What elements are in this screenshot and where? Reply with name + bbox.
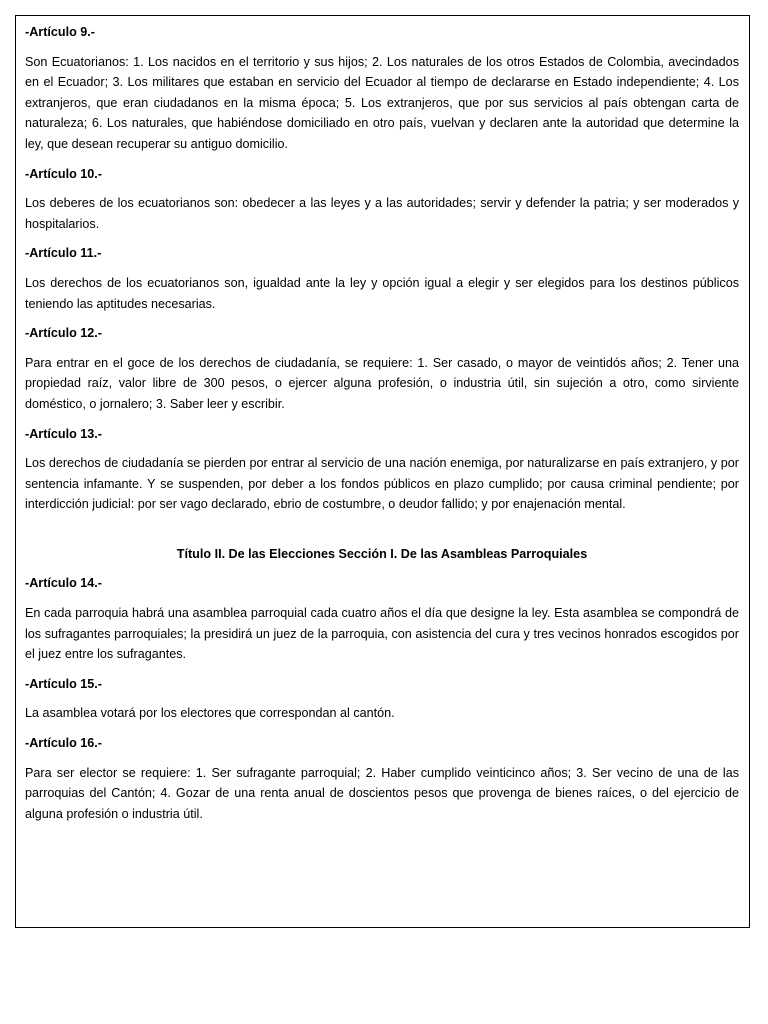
article-15-heading: -Artículo 15.-	[25, 676, 102, 691]
article-9-heading: -Artículo 9.-	[25, 25, 95, 39]
article-10-text: Los deberes de los ecuatorianos son: obedecer a las leyes y a las autoridades; servir y defender la patria; y ser moderados y hospitalarios.	[25, 196, 739, 231]
article-10-heading: -Artículo 10.-	[25, 166, 102, 181]
spacer	[25, 524, 739, 544]
article-14-heading: -Artículo 14.-	[25, 576, 102, 591]
article-11-heading: -Artículo 11.-	[25, 246, 102, 261]
article-9-text: Son Ecuatorianos: 1. Los nacidos en el territorio y sus hijos; 2. Los naturales de los otros Estados de Colombia, avecindados en el Ecuador; 3. Los militares que estaban en servicio del Ecuador al tiempo de declararse en Estado independiente; 4. Los extranjeros, que eran ciudadanos en la misma época; 5. Los extranjeros, que por sus servicios al país obtengan carta de naturaleza; 6. Los naturales, que habiéndose domiciliado en otro país, vuelvan y declaren ante la autoridad que determine la ley, que desean recuperar su antiguo domicilio.	[25, 54, 739, 151]
document-page	[15, 15, 750, 928]
article-14-text: En cada parroquia habrá una asamblea parroquial cada cuatro años el día que designe la ley. Esta asamblea se compondrá de los sufragantes parroquiales; la presidirá un juez de la parroquia, con asistencia del cura y tres vecinos honrados escogidos por el juez entre los sufragantes.	[25, 606, 739, 662]
article-13-text: Los derechos de ciudadanía se pierden por entrar al servicio de una nación enemiga, por naturalizarse en país extranjero, y por sentencia infamante. Y se suspenden, por deber a los fondos públicos en plazo cumplido; por causa criminal pendiente; por interdicción judicial: por ser vago declarado, ebrio de costumbre, o deudor fallido; y por enajenación mental.	[25, 456, 739, 512]
article-11-text: Los derechos de los ecuatorianos son, igualdad ante la ley y opción igual a elegir y ser elegidos para los destinos públicos teniendo las aptitudes necesarias.	[25, 275, 739, 311]
article-12-heading: -Artículo 12.-	[25, 326, 102, 341]
article-13-heading: -Artículo 13.-	[25, 426, 102, 441]
article-15-text: La asamblea votará por los electores que correspondan al cantón.	[25, 706, 395, 721]
article-12-text: Para entrar en el goce de los derechos de ciudadanía, se requiere: 1. Ser casado, o mayor de veintidós años; 2. Tener una propiedad raíz, valor libre de 300 pesos, o ejercer alguna profesión, o industria útil, sin sujeción a otro, como sirviente doméstico, o jornalero; 3. Saber leer y escribir.	[25, 355, 739, 411]
article-16-heading: -Artículo 16.-	[25, 736, 102, 751]
article-16-text: Para ser elector se requiere: 1. Ser sufragante parroquial; 2. Haber cumplido veinticinco años; 3. Ser vecino de una de las parroquias del Cantón; 4. Gozar de una renta anual de doscientos pesos que provenga de bienes raíces, o del ejercicio de alguna profesión o industria útil.	[25, 765, 739, 821]
section-title: Título II. De las Elecciones Sección I. De las Asambleas Parroquiales	[176, 546, 588, 561]
